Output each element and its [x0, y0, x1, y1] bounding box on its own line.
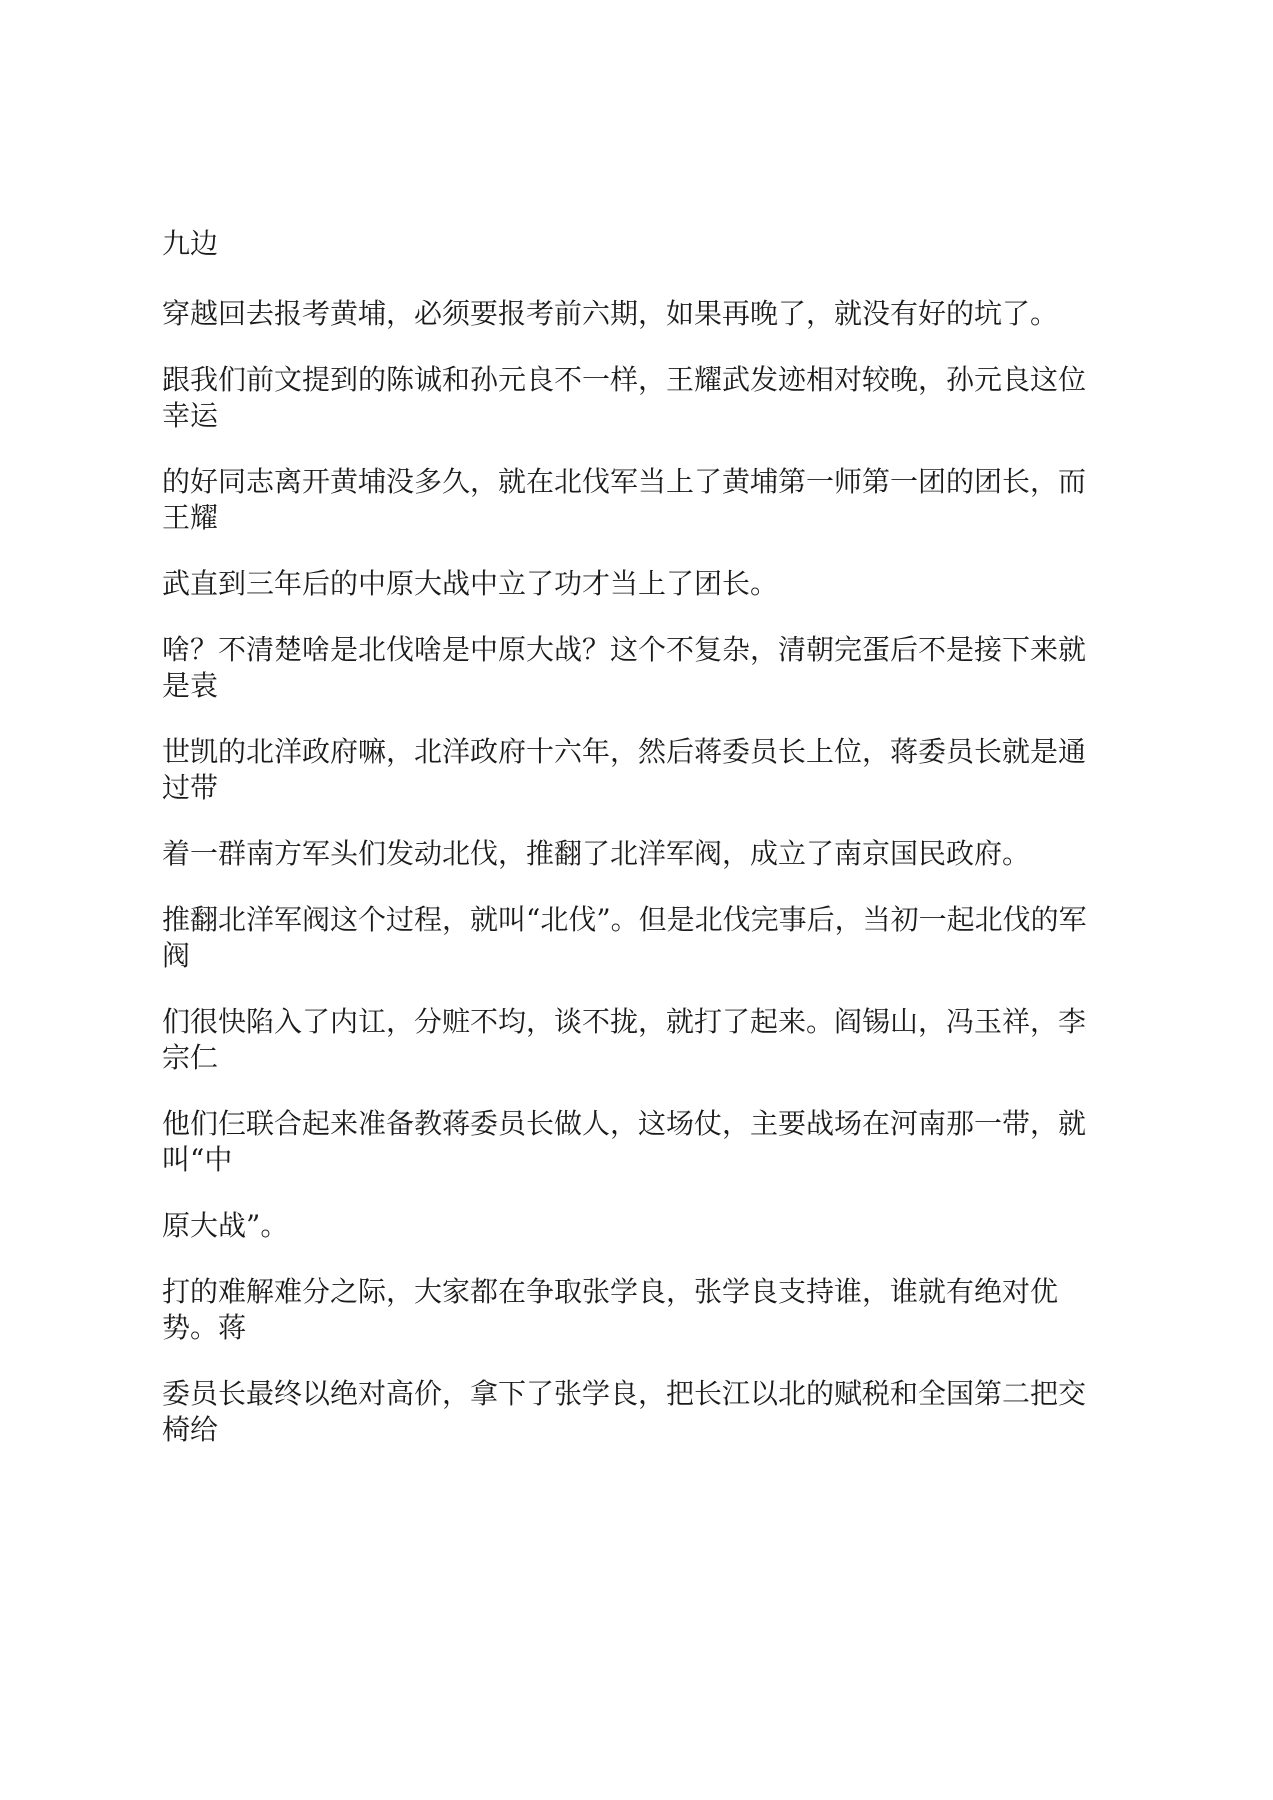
- document-title: 九边: [162, 227, 219, 260]
- paragraph: 原大战”。: [162, 1209, 289, 1242]
- paragraph: 穿越回去报考黄埔，必须要报考前六期，如果再晚了，就没有好的坑了。: [162, 297, 1059, 330]
- paragraph: 打的难解难分之际，大家都在争取张学良，张学良支持谁，谁就有绝对优势。蒋: [162, 1275, 1059, 1344]
- paragraph: 他们仨联合起来准备教蒋委员长做人，这场仗，主要战场在河南那一带，就叫“中: [162, 1107, 1087, 1176]
- paragraph: 委员长最终以绝对高价，拿下了张学良，把长江以北的赋税和全国第二把交椅给: [162, 1377, 1087, 1446]
- paragraph: 们很快陷入了内讧，分赃不均，谈不拢，就打了起来。阎锡山，冯玉祥，李宗仁: [162, 1005, 1087, 1074]
- paragraph: 的好同志离开黄埔没多久，就在北伐军当上了黄埔第一师第一团的团长，而王耀: [162, 465, 1087, 534]
- paragraph: 啥？不清楚啥是北伐啥是中原大战？这个不复杂，清朝完蛋后不是接下来就是袁: [162, 633, 1087, 702]
- paragraph: 跟我们前文提到的陈诚和孙元良不一样，王耀武发迹相对较晚，孙元良这位幸运: [162, 363, 1087, 432]
- paragraph: 推翻北洋军阀这个过程，就叫“北伐”。但是北伐完事后，当初一起北伐的军阀: [162, 903, 1087, 972]
- paragraph: 世凯的北洋政府嘛，北洋政府十六年，然后蒋委员长上位，蒋委员长就是通过带: [162, 735, 1087, 804]
- paragraph: 武直到三年后的中原大战中立了功才当上了团长。: [162, 567, 779, 600]
- paragraph: 着一群南方军头们发动北伐，推翻了北洋军阀，成立了南京国民政府。: [162, 837, 1031, 870]
- document-body: [162, 226, 1092, 1478]
